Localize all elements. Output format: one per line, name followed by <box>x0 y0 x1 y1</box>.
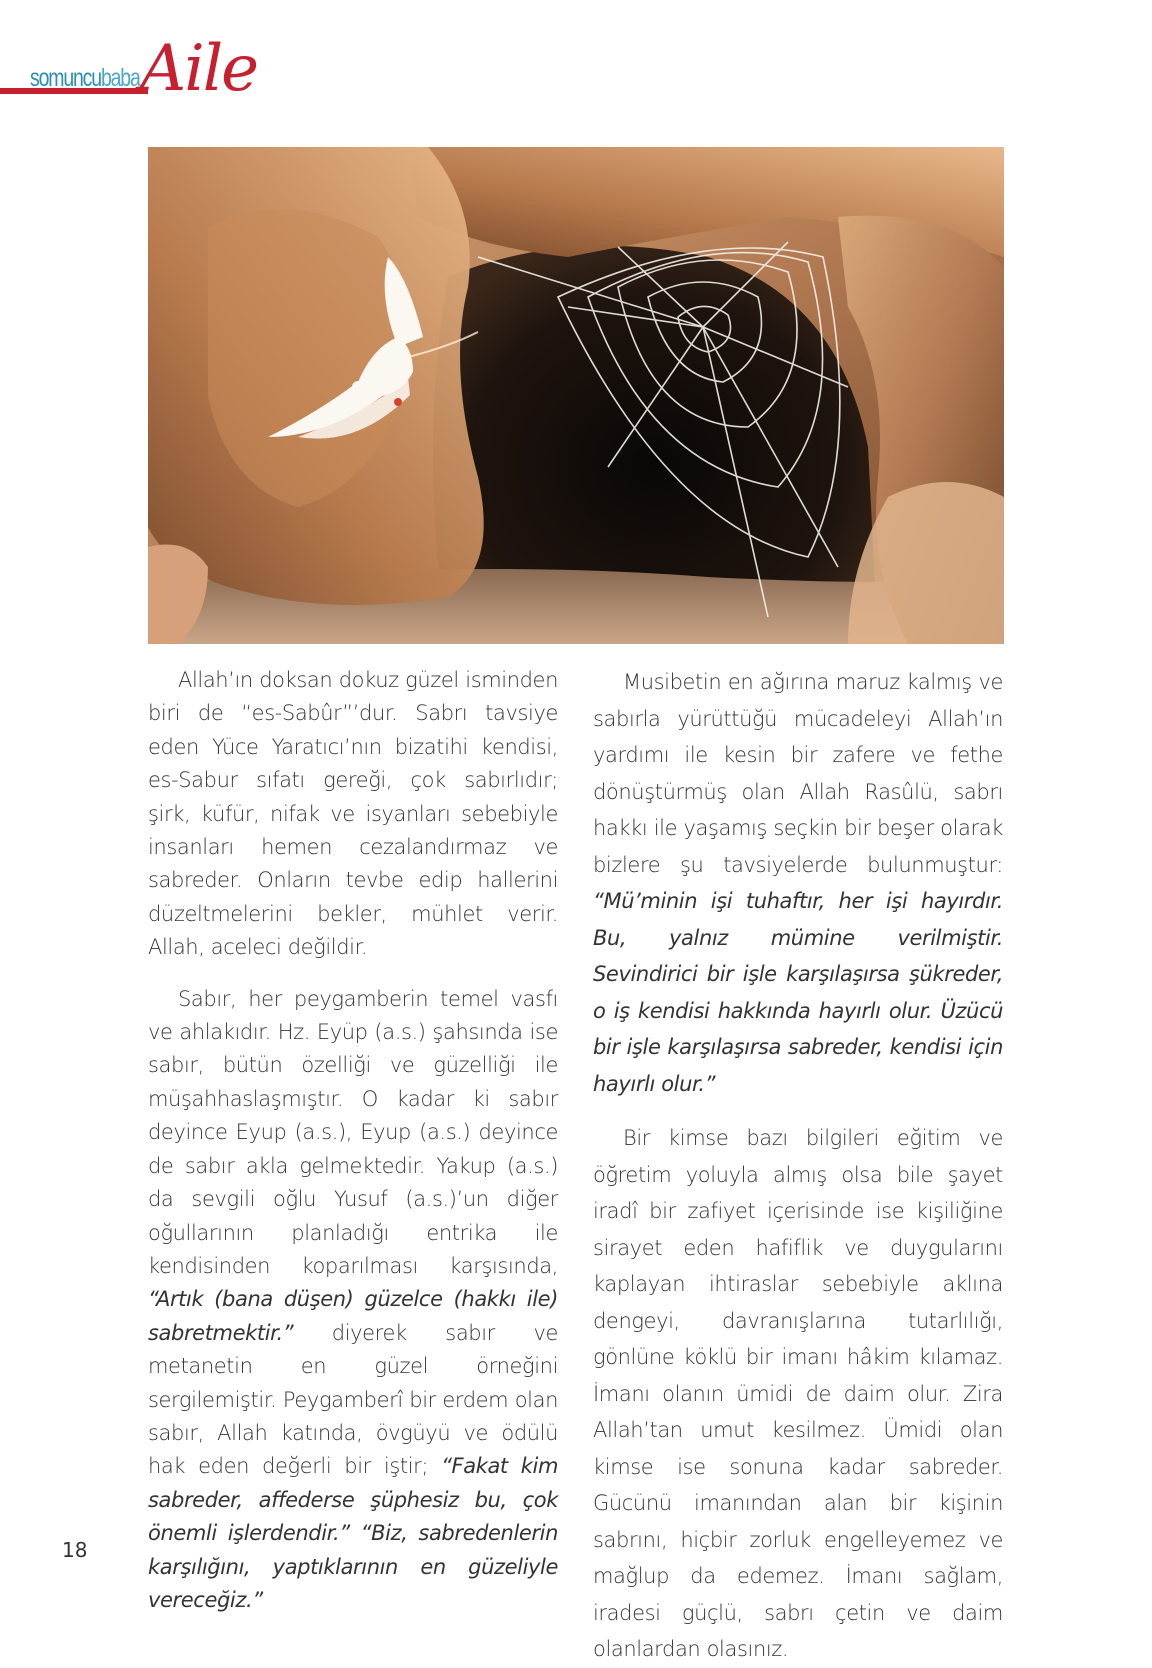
quote: “Mü’minin işi tuhaftır, her işi hayırdır. Bu, yalnız mümine verilmiştir. Sevindirici bir işle karşılaşırsa şükreder, o iş kendisi hakkında hayırlı olur. Üzücü bir işle karşılaşırsa sabreder, kendisi için hayırlı olur.” <box>593 889 1003 1096</box>
page-number: 18 <box>62 1538 88 1562</box>
article-column-right <box>593 664 1003 1668</box>
paragraph <box>593 664 1003 1102</box>
logo-wordmark-part2: baba <box>100 64 140 92</box>
paragraph: Bir kimse bazı bilgileri eğitim ve öğretim yoluyla almış olsa bile şayet iradî bir zafiyet içerisinde ise kişiliğine sirayet eden hafiflik ve duygularını kaplayan ihtiraslar sebebiyle aklına dengeyi, davranışlarına tutarlılığı, gönlüne köklü bir imanı hâkim kılamaz. İmanı olanın ümidi de daim olur. Zira Allah’tan umut kesilmez. Ümidi olan kimse ise sonuna kadar sabreder. Gücünü imanından alan bir kişinin sabrını, hiçbir zorluk engelleyemez ve mağlup da edemez. İmanı sağlam, iradesi güçlü, sabrı çetin ve daim olanlardan olasınız. <box>593 1126 1003 1661</box>
logo-wordmark-part1: somuncu <box>30 64 101 92</box>
paragraph <box>148 983 558 1618</box>
paragraph-text: diyerek sabır ve metanetin en güzel örneğini sergilemiştir. Peygamberî bir erdem olan sabır, Allah katında, övgüyü ve ödülü hak eden değerli bir iştir; <box>148 1320 558 1479</box>
feature-photo <box>148 147 1004 644</box>
paragraph-text: Sabır, her peygamberin temel vasfı ve ahlakıdır. Hz. Eyüp (a.s.) şahsında ise sabır, bütün özelliği ve güzelliği ile müşahhaslaşmıştır. O kadar ki sabır deyince Eyup (a.s.), Eyup (a.s.) deyince de sabır akla gelmektedir. Yakup (a.s.) da sevgili oğlu Yusuf (a.s.)’un diğer oğullarının planladığı entrika ile kendisinden koparılması karşısında, <box>148 986 558 1278</box>
paragraph-text: Musibetin en ağırına maruz kalmış ve sabırla yürüttüğü mücadeleyi Allah’ın yardımı ile kesin bir zafere ve fethe dönüştürmüş olan Allah Rasûlü, sabrı hakkı ile yaşamış seçkin bir beşer olarak bizlere şu tavsiyelerde bulunmuştur: <box>593 670 1003 877</box>
article-column-left <box>148 664 558 1617</box>
logo-wordmark <box>30 64 140 93</box>
paragraph: Allah’ın doksan dokuz güzel isminden biri de “es-Sabûr”’dur. Sabrı tavsiye eden Yüce Yaratıcı’nın bizatihi kendisi, es-Sabur sıfatı gereği, çok sabırlıdır; şirk, küfür, nifak ve isyanları sebebiyle insanları hemen cezalandırmaz ve sabreder. Onların tevbe edip hallerini düzeltmelerini bekler, mühlet verir. Allah, aceleci değildir. <box>148 668 558 960</box>
magazine-logo <box>0 34 260 114</box>
quote: “Fakat kim sabreder, affederse şüphesiz bu, çok önemli işlerdendir.” “Biz, sabredenlerin karşılığını, yaptıklarının en güzeliyle vereceğiz.” <box>148 1454 559 1612</box>
quote: “Artık (bana düşen) güzelce (hakkı ile) sabretmektir.” <box>148 1287 558 1345</box>
dove-cave-web-illustration <box>148 147 1004 644</box>
logo-script: Aile <box>140 32 258 106</box>
